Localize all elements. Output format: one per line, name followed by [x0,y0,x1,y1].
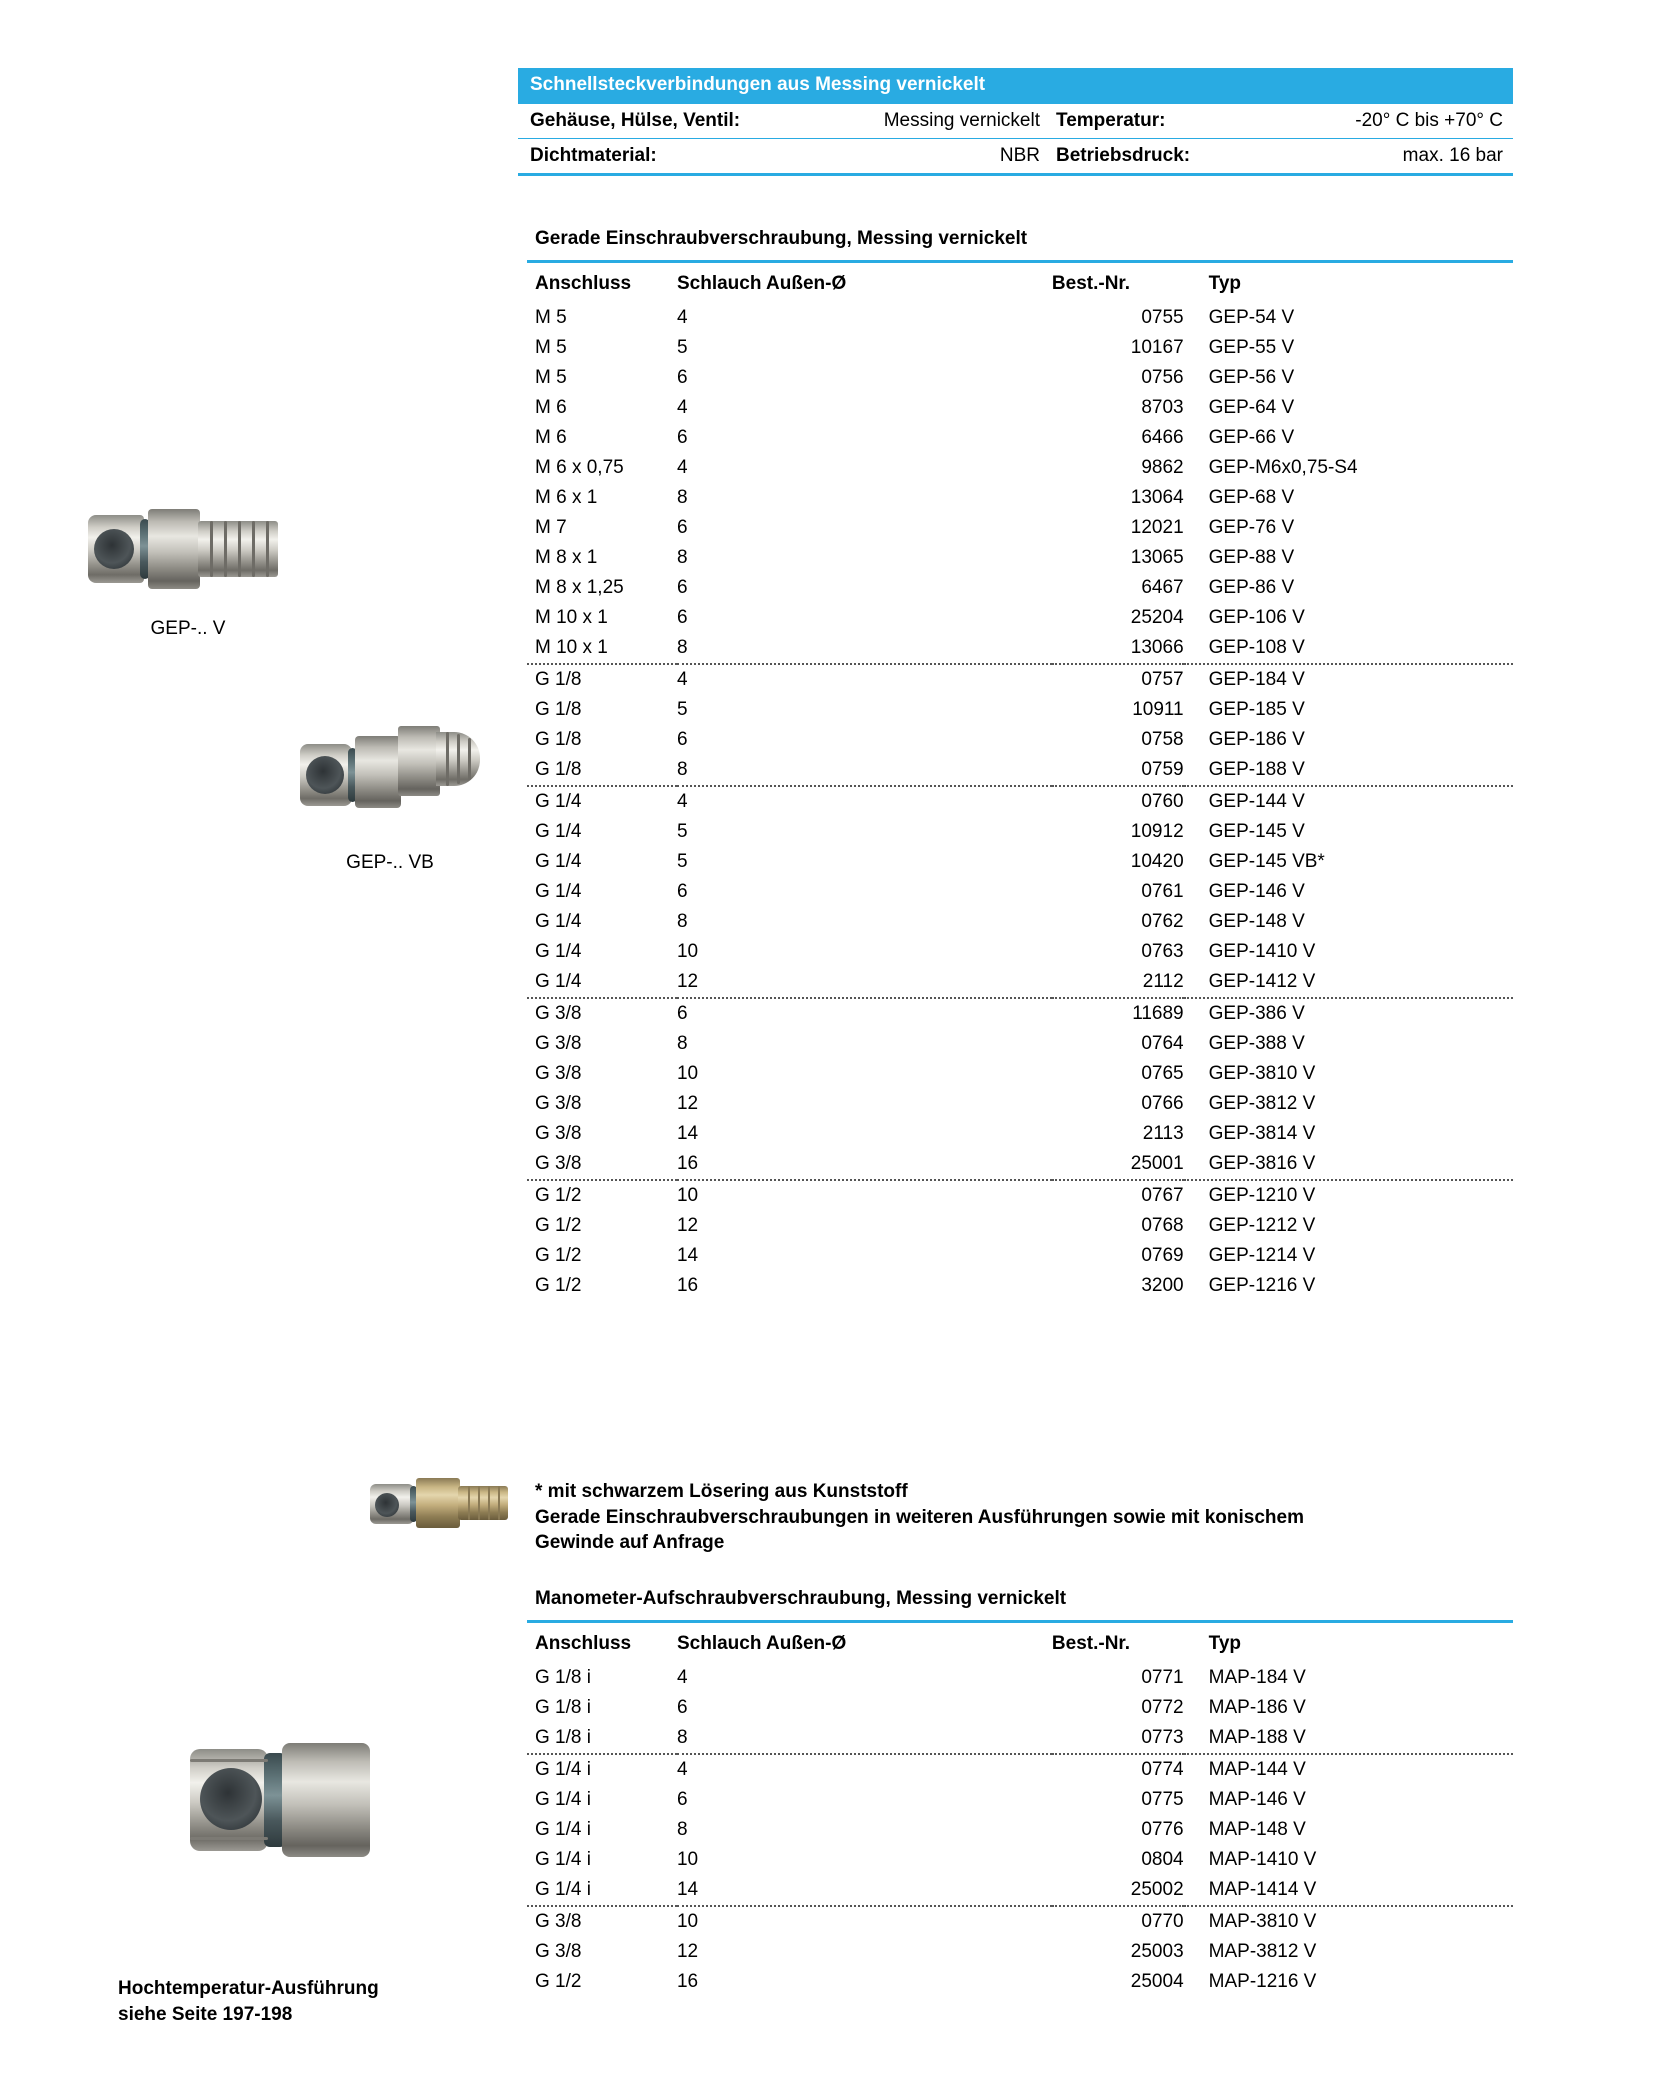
cell-order-no: 25003 [1130,1941,1184,1962]
cell-anschluss: M 8 x 1,25 [535,577,624,598]
cell-anschluss: M 6 [535,397,567,418]
table-row [527,603,1513,633]
cell-hose-diameter: 10 [676,1911,699,1932]
cell-hose-diameter: 8 [676,487,688,508]
cell-hose-diameter: 12 [676,1215,699,1236]
table-gerade-einschraubverschraubung [527,268,1513,1301]
table-row [527,303,1513,333]
caption-gep-v: GEP-.. V [150,618,226,639]
table-row [527,1029,1513,1059]
cell-type: GEP-3816 V [1184,1149,1513,1180]
cell-hose-diameter: 8 [676,547,688,568]
footnote-line-3: Gewinde auf Anfrage [535,1532,725,1554]
cell-anschluss: M 5 [535,337,567,358]
table-row [527,786,1513,817]
product-image-gep-vb [300,718,480,818]
col-header-hose-diameter-map: Schlauch Außen-Ø [676,1633,847,1654]
cell-hose-diameter: 10 [676,1185,699,1206]
cell-type: GEP-388 V [1208,1033,1305,1054]
table-row [527,1119,1513,1149]
col-header-anschluss: Anschluss [535,273,632,294]
note-line-2: siehe Seite 197-198 [118,2003,293,2025]
cell-order-no: 25204 [1130,607,1184,628]
spec-label-temperature: Temperatur: [1056,109,1166,131]
table-row [527,1967,1513,1997]
cell-type: GEP-1214 V [1208,1245,1316,1266]
cell-anschluss: G 1/4 [535,911,582,932]
cell-anschluss: G 3/8 [535,1093,582,1114]
cell-order-no: 6467 [1141,577,1184,598]
cell-anschluss: G 1/4 i [535,1849,591,1870]
cell-hose-diameter: 16 [676,1275,699,1296]
cell-anschluss: G 1/4 i [535,1789,591,1810]
cell-order-no: 0804 [1141,1849,1184,1870]
cell-order-no: 10912 [1130,821,1184,842]
table-row [527,1089,1513,1119]
cell-order-no: 0768 [1141,1215,1184,1236]
cell-type: MAP-3810 V [1208,1911,1317,1932]
spec-row-seal [518,139,1513,176]
table-row [527,1211,1513,1241]
cell-order-no: 0770 [1141,1911,1184,1932]
cell-type: MAP-188 V [1184,1723,1513,1754]
cell-type: GEP-64 V [1208,397,1295,418]
cell-hose-diameter: 6 [676,881,688,902]
cell-order-no: 9862 [1141,457,1184,478]
cell-anschluss: G 1/8 i [535,1667,591,1688]
section-rule-gep [527,260,1513,263]
cell-order-no: 3200 [1141,1275,1184,1296]
spec-row-material [518,104,1513,139]
cell-anschluss: M 6 x 1 [535,487,598,508]
cell-hose-diameter: 8 [676,911,688,932]
table-row [527,333,1513,363]
section-heading-gep: Gerade Einschraubverschraubung, Messing vernickelt [535,228,1028,249]
cell-type: GEP-3814 V [1208,1123,1316,1144]
cell-anschluss: G 1/8 [527,755,677,786]
product-image-gep-v [88,505,278,595]
cell-type: GEP-1212 V [1208,1215,1316,1236]
table-row [527,1937,1513,1967]
cell-type: GEP-M6x0,75-S4 [1208,457,1358,478]
table-row [527,453,1513,483]
table-row [527,847,1513,877]
cell-type: MAP-184 V [1208,1667,1306,1688]
cell-anschluss: M 7 [535,517,567,538]
cell-type: GEP-56 V [1208,367,1295,388]
cell-hose-diameter: 4 [676,791,688,812]
cell-order-no: 2113 [1142,1123,1184,1144]
cell-hose-diameter: 5 [676,337,688,358]
cell-hose-diameter: 6 [676,367,688,388]
cell-type: GEP-1210 V [1208,1185,1316,1206]
section-rule-map [527,1620,1513,1623]
cell-order-no: 0775 [1141,1789,1184,1810]
table-row [527,483,1513,513]
cell-order-no: 0765 [1141,1063,1184,1084]
cell-hose-diameter: 16 [676,1971,699,1992]
cell-type: GEP-1412 V [1184,967,1513,998]
cell-anschluss: G 3/8 [535,1033,582,1054]
cell-type: GEP-185 V [1208,699,1305,720]
cell-hose-diameter: 5 [676,821,688,842]
cell-type: GEP-1410 V [1208,941,1316,962]
cell-hose-diameter: 6 [676,729,688,750]
col-header-order-no: Best.-Nr. [1051,273,1131,294]
cell-order-no: 0760 [1141,791,1184,812]
table-row [527,1180,1513,1211]
table-manometer-aufschraubverschraubung [527,1628,1513,1997]
cell-hose-diameter: 6 [676,1003,688,1024]
cell-order-no: 10167 [1130,337,1184,358]
table-row [527,633,1513,664]
table-row [527,543,1513,573]
cell-order-no: 0766 [1141,1093,1184,1114]
cell-type: GEP-66 V [1208,427,1295,448]
spec-label-housing: Gehäuse, Hülse, Ventil: [530,109,741,131]
table-row [527,1785,1513,1815]
cell-hose-diameter: 8 [677,633,1052,664]
cell-anschluss: G 1/4 [535,881,582,902]
table-row [527,695,1513,725]
cell-order-no: 0761 [1141,881,1184,902]
note-line-1: Hochtemperatur-Ausführung [118,1978,379,1999]
cell-type: GEP-76 V [1208,517,1295,538]
cell-order-no: 0773 [1052,1723,1184,1754]
cell-anschluss: G 1/8 [535,669,582,690]
cell-order-no: 0764 [1141,1033,1184,1054]
cell-order-no: 0774 [1141,1759,1184,1780]
cell-anschluss: G 3/8 [535,1003,582,1024]
cell-order-no: 0757 [1141,669,1184,690]
cell-order-no: 0758 [1141,729,1184,750]
footnote-line-2: Gerade Einschraubverschraubungen in weiteren Ausführungen sowie mit konischem [535,1506,1304,1528]
cell-hose-diameter: 16 [677,1149,1052,1180]
cell-hose-diameter: 6 [676,1789,688,1810]
cell-anschluss: G 1/4 i [535,1759,591,1780]
note-high-temperature [118,1976,448,2027]
cell-type: GEP-186 V [1208,729,1305,750]
cell-order-no: 13065 [1130,547,1184,568]
footnote-line-1: * mit schwarzem Lösering aus Kunststoff [535,1481,908,1502]
table-row [527,664,1513,695]
cell-type: MAP-3812 V [1208,1941,1317,1962]
cell-hose-diameter: 10 [676,1063,699,1084]
cell-hose-diameter: 4 [676,1667,688,1688]
table-row [527,998,1513,1029]
cell-order-no: 0756 [1141,367,1184,388]
cell-type: MAP-146 V [1208,1789,1306,1810]
cell-hose-diameter: 4 [676,669,688,690]
cell-anschluss: G 1/2 [535,1275,582,1296]
cell-hose-diameter: 12 [677,967,1052,998]
cell-hose-diameter: 4 [676,397,688,418]
cell-hose-diameter: 10 [676,1849,699,1870]
cell-type: GEP-88 V [1208,547,1295,568]
cell-order-no: 11689 [1132,1003,1184,1024]
table-row [527,423,1513,453]
cell-order-no: 25001 [1052,1149,1184,1180]
spec-value-housing: Messing vernickelt [883,109,1040,131]
table-body-gep [527,303,1513,1301]
cell-hose-diameter: 8 [677,755,1052,786]
cell-anschluss: G 3/8 [535,1063,582,1084]
table-row [527,1059,1513,1089]
table-row [527,393,1513,423]
cell-anschluss: G 1/4 [527,967,677,998]
spec-value-temperature: -20° C bis +70° C [1355,109,1503,131]
cell-anschluss: G 3/8 [535,1123,582,1144]
cell-anschluss: G 1/2 [535,1185,582,1206]
cell-type: GEP-55 V [1208,337,1295,358]
cell-anschluss: G 1/2 [535,1215,582,1236]
cell-type: MAP-148 V [1208,1819,1306,1840]
caption-gep-vb: GEP-.. VB [346,852,434,873]
spec-label-pressure: Betriebsdruck: [1056,144,1191,166]
cell-hose-diameter: 10 [676,941,699,962]
cell-anschluss: G 1/8 [535,699,582,720]
cell-anschluss: M 10 x 1 [535,607,608,628]
table-head-gep [527,268,1513,303]
col-header-type-map: Typ [1208,1633,1242,1654]
footnote-block [535,1479,1495,1556]
cell-anschluss: M 10 x 1 [527,633,677,664]
cell-type: MAP-1410 V [1208,1849,1317,1870]
cell-type: GEP-54 V [1208,307,1295,328]
cell-type: GEP-145 V [1208,821,1305,842]
cell-order-no: 0772 [1141,1697,1184,1718]
cell-type: MAP-1216 V [1208,1971,1317,1992]
cell-type: GEP-3812 V [1208,1093,1316,1114]
cell-order-no: 13066 [1052,633,1184,664]
cell-order-no: 0776 [1141,1819,1184,1840]
cell-hose-diameter: 6 [676,427,688,448]
cell-anschluss: G 1/8 i [535,1697,591,1718]
cell-hose-diameter: 14 [676,1123,699,1144]
cell-type: GEP-86 V [1208,577,1295,598]
table-row [527,1845,1513,1875]
col-header-type: Typ [1208,273,1242,294]
section-heading-map: Manometer-Aufschraubverschraubung, Messing vernickelt [535,1588,1067,1609]
cell-anschluss: G 1/8 i [527,1723,677,1754]
cell-order-no: 8703 [1141,397,1184,418]
table-row [527,1754,1513,1785]
spec-value-seal: NBR [999,144,1040,166]
table-row [527,877,1513,907]
spec-header-box [518,68,1513,176]
cell-hose-diameter: 8 [676,1033,688,1054]
cell-type: GEP-146 V [1208,881,1305,902]
cell-type: GEP-184 V [1208,669,1305,690]
cell-order-no: 0763 [1141,941,1184,962]
table-row [527,1149,1513,1180]
col-header-anschluss-map: Anschluss [535,1633,632,1654]
cell-anschluss: M 6 x 0,75 [535,457,624,478]
table-row [527,937,1513,967]
product-image-map [190,1735,370,1865]
table-row [527,725,1513,755]
table-row [527,817,1513,847]
cell-hose-diameter: 6 [676,517,688,538]
table-header-row-map [527,1628,1513,1663]
cell-anschluss: G 1/8 [535,729,582,750]
cell-type: GEP-108 V [1184,633,1513,664]
cell-type: GEP-386 V [1208,1003,1305,1024]
cell-hose-diameter: 12 [676,1093,699,1114]
table-row [527,1241,1513,1271]
cell-order-no: 12021 [1130,517,1184,538]
cell-order-no: 0759 [1052,755,1184,786]
table-row [527,907,1513,937]
cell-anschluss: M 8 x 1 [535,547,598,568]
cell-anschluss: G 3/8 [535,1911,582,1932]
cell-order-no: 0769 [1141,1245,1184,1266]
cell-hose-diameter: 5 [676,699,688,720]
table-row [527,1815,1513,1845]
spec-label-seal: Dichtmaterial: [530,144,657,166]
cell-anschluss: G 1/4 [535,851,582,872]
cell-hose-diameter: 12 [676,1941,699,1962]
cell-hose-diameter: 6 [676,577,688,598]
cell-order-no: 0755 [1141,307,1184,328]
cell-type: GEP-1216 V [1208,1275,1316,1296]
cell-order-no: 0771 [1141,1667,1184,1688]
table-row [527,755,1513,786]
cell-order-no: 0762 [1141,911,1184,932]
cell-type: GEP-148 V [1208,911,1305,932]
table-row [527,967,1513,998]
table-row [527,1663,1513,1693]
cell-order-no: 6466 [1141,427,1184,448]
table-header-row-gep [527,268,1513,303]
cell-anschluss: G 3/8 [527,1149,677,1180]
cell-type: MAP-186 V [1208,1697,1306,1718]
cell-type: GEP-145 VB* [1208,851,1325,872]
cell-type: GEP-144 V [1208,791,1305,812]
col-header-hose-diameter: Schlauch Außen-Ø [676,273,847,294]
cell-hose-diameter: 4 [676,1759,688,1780]
cell-order-no: 10911 [1132,699,1184,720]
cell-anschluss: G 1/4 i [535,1819,591,1840]
cell-anschluss: M 5 [535,307,567,328]
table-row [527,363,1513,393]
spec-header-title: Schnellsteckverbindungen aus Messing vernickelt [518,68,1513,104]
cell-hose-diameter: 8 [676,1819,688,1840]
cell-hose-diameter: 6 [676,1697,688,1718]
cell-order-no: 13064 [1130,487,1184,508]
cell-hose-diameter: 6 [676,607,688,628]
cell-hose-diameter: 4 [676,307,688,328]
cell-hose-diameter: 14 [676,1245,699,1266]
cell-anschluss: M 5 [535,367,567,388]
cell-type: GEP-68 V [1208,487,1295,508]
table-row [527,1693,1513,1723]
cell-type: GEP-3810 V [1208,1063,1316,1084]
cell-type: GEP-106 V [1208,607,1305,628]
table-body-map [527,1663,1513,1997]
cell-anschluss: G 1/4 [535,791,582,812]
cell-anschluss: M 6 [535,427,567,448]
cell-type: MAP-1414 V [1184,1875,1513,1906]
cell-anschluss: G 1/4 [535,821,582,842]
cell-hose-diameter: 5 [676,851,688,872]
table-row [527,573,1513,603]
spec-value-pressure: max. 16 bar [1402,144,1503,166]
cell-type: GEP-188 V [1184,755,1513,786]
table-row [527,1271,1513,1301]
table-row [527,1723,1513,1754]
cell-anschluss: G 1/2 [535,1245,582,1266]
cell-type: MAP-144 V [1208,1759,1306,1780]
cell-hose-diameter: 4 [676,457,688,478]
cell-order-no: 0767 [1141,1185,1184,1206]
cell-order-no: 25002 [1052,1875,1184,1906]
table-row [527,1875,1513,1906]
cell-anschluss: G 1/4 [535,941,582,962]
cell-anschluss: G 1/4 i [527,1875,677,1906]
cell-order-no: 2112 [1052,967,1184,998]
col-header-order-no-map: Best.-Nr. [1051,1633,1131,1654]
cell-order-no: 10420 [1130,851,1184,872]
cell-anschluss: G 3/8 [535,1941,582,1962]
cell-hose-diameter: 14 [677,1875,1052,1906]
table-head-map [527,1628,1513,1663]
product-image-nipple [370,1468,510,1538]
cell-anschluss: G 1/2 [535,1971,582,1992]
table-row [527,1906,1513,1937]
cell-hose-diameter: 8 [677,1723,1052,1754]
cell-order-no: 25004 [1130,1971,1184,1992]
table-row [527,513,1513,543]
